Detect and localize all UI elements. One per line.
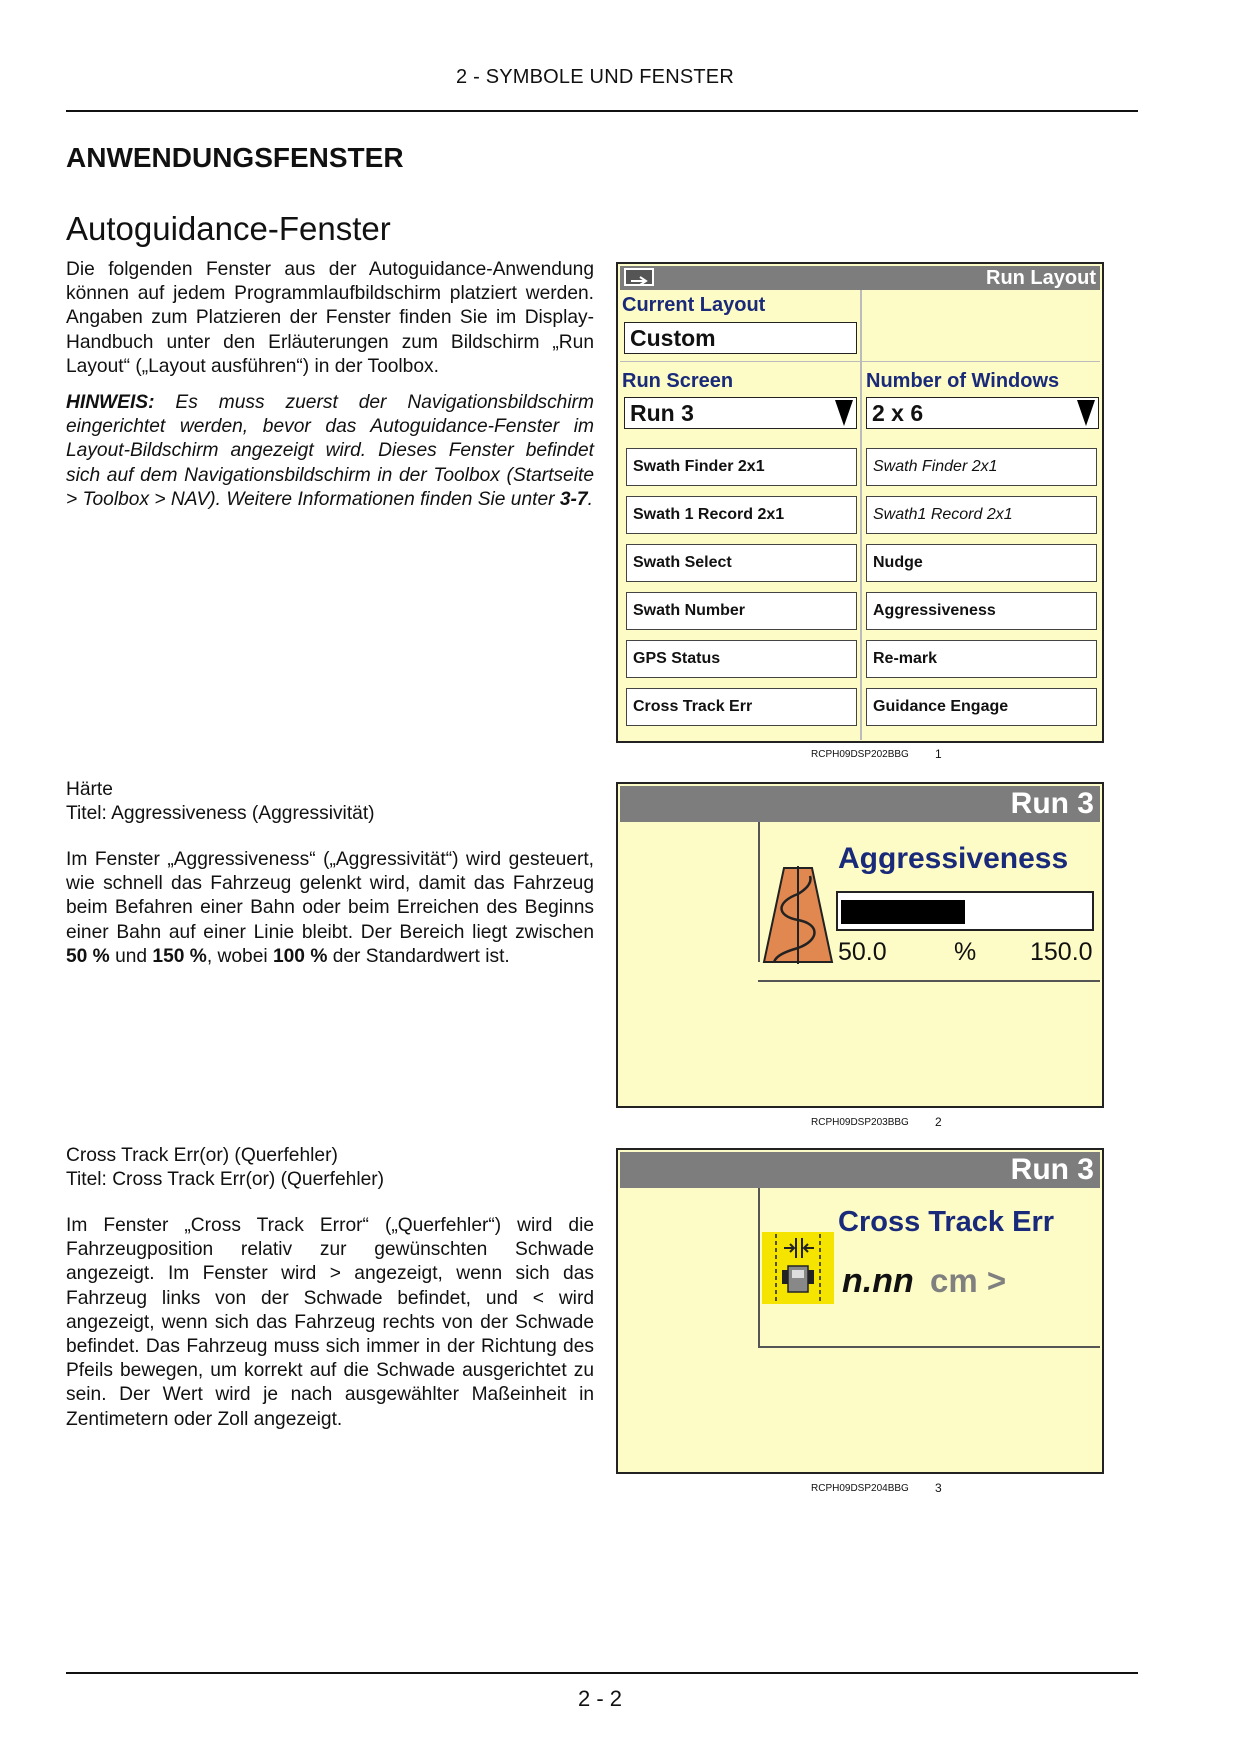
aggr-max: 150 % [152, 945, 207, 967]
run-layout-screen [616, 262, 1104, 743]
windows-select[interactable] [866, 397, 1099, 429]
slot-button-left-2[interactable]: Swath 1 Record 2x1 [626, 496, 857, 534]
run-layout-title: Run Layout [986, 267, 1096, 289]
slot-button-right-5[interactable]: Re-mark [866, 640, 1097, 678]
crosstrack-line1: Cross Track Err(or) (Querfehler) [66, 1145, 338, 1166]
current-layout-label: Current Layout [622, 294, 766, 316]
run3-title-bar: Run 3 [620, 1152, 1100, 1188]
note-end: . [587, 488, 593, 510]
aggressiveness-paragraph [66, 848, 594, 969]
aggr-text-b: und [109, 945, 153, 967]
crosstrack-paragraph: Im Fenster „Cross Track Error“ („Querfehler“) wird die Fahrzeugposition relativ zur gewünschten Schwade angezeigt. Im Fenster wird > angezeigt, wenn sich das Fahrzeug links von der Schwade befindet, und < wird angezeigt, wenn sich das Fahrzeug rechts von der Schwade befindet. Das Fahrzeug muss sich immer in der Richtung des Pfeils bewegen, um korrekt auf die Schwade ausgerichtet zu sein. Der Wert wird je nach ausgewählter Maßeinheit in Zentimetern oder Zoll angezeigt. [66, 1215, 594, 1430]
aggressiveness-heading [66, 778, 375, 826]
current-layout-field[interactable]: Custom [624, 322, 857, 354]
aggr-default: 100 % [272, 945, 328, 967]
note-paragraph [66, 391, 594, 512]
figure3-caption: RCPH09DSP204BBG [811, 1483, 909, 1494]
slot-button-left-6[interactable]: Cross Track Err [626, 688, 857, 726]
figure1-caption: RCPH09DSP202BBG [811, 749, 909, 760]
column-divider [860, 290, 862, 740]
aggressiveness-max: 150.0 [1030, 938, 1093, 966]
crosstrack-screen [616, 1148, 1104, 1474]
aggressiveness-window-title: Aggressiveness [838, 842, 1069, 875]
run-screen-label: Run Screen [622, 370, 734, 392]
window-divider-vertical [758, 1188, 760, 1346]
crosstrack-line2: Titel: Cross Track Err(or) (Querfehler) [66, 1169, 385, 1190]
windows-label: Number of Windows [866, 370, 1060, 392]
run-screen-select[interactable] [624, 397, 857, 429]
note-label: HINWEIS: [66, 392, 155, 414]
figure1-number: 1 [935, 747, 942, 761]
aggr-text-a: Im Fenster „Aggressiveness“ („Aggressivität“) wird gesteuert, wie schnell das Fahrzeug gelenkt wird, damit das Fahrzeug beim Befahren einer Bahn oder beim Erreichen des Beginns einer Bahn auf einer Linie bleibt. Der Bereich liegt zwischen [66, 849, 594, 943]
aggressiveness-line1: Härte [66, 779, 113, 800]
crosstrack-body [66, 1214, 594, 1432]
crosstrack-heading [66, 1144, 384, 1192]
dropdown-arrow-icon[interactable] [1077, 400, 1095, 426]
aggr-text-d: der Standardwert ist. [327, 945, 510, 967]
slot-button-right-4[interactable]: Aggressiveness [866, 592, 1097, 630]
toolbox-icon[interactable] [624, 268, 654, 286]
slot-button-left-1[interactable]: Swath Finder 2x1 [626, 448, 857, 486]
slot-button-left-3[interactable]: Swath Select [626, 544, 857, 582]
aggressiveness-bar-fill [841, 900, 965, 924]
note-ref: 3-7 [559, 488, 588, 510]
run-screen-value: Run 3 [630, 400, 694, 426]
intro-text [66, 258, 594, 512]
figure2-caption: RCPH09DSP203BBG [811, 1117, 909, 1128]
window-divider-horizontal [758, 980, 1100, 982]
header-rule [66, 110, 1138, 112]
section-title: ANWENDUNGSFENSTER [66, 142, 404, 173]
slot-button-left-5[interactable]: GPS Status [626, 640, 857, 678]
run-layout-title-bar [620, 266, 1100, 290]
slot-button-right-3[interactable]: Nudge [866, 544, 1097, 582]
intro-paragraph: Die folgenden Fenster aus der Autoguidance-Anwendung können auf jedem Programmlaufbildschirm platziert werden. Angaben zum Platzieren der Fenster finden Sie im Display-Handbuch unter den Erläuterungen zum Bildschirm „Run Layout“ („Layout ausführen“) in der Toolbox. [66, 259, 594, 377]
aggr-text-c: , wobei [206, 945, 273, 967]
aggressiveness-unit: % [954, 938, 977, 966]
cross-track-icon [762, 1232, 834, 1304]
slot-button-right-2[interactable]: Swath1 Record 2x1 [866, 496, 1097, 534]
windows-value: 2 x 6 [872, 400, 924, 426]
aggressiveness-screen [616, 782, 1104, 1108]
row-divider [620, 361, 1100, 362]
aggressiveness-body [66, 848, 594, 969]
crosstrack-value: n.nn [842, 1262, 914, 1300]
page-number: 2 - 2 [577, 1686, 623, 1711]
run3-title-bar: Run 3 [620, 786, 1100, 822]
crosstrack-window-title: Cross Track Err [838, 1206, 1055, 1238]
footer-rule [66, 1672, 1138, 1674]
window-divider-horizontal [758, 1346, 1100, 1348]
subsection-title: Autoguidance-Fenster [66, 210, 391, 247]
note-text: Es muss zuerst der Navigationsbildschirm eingerichtet werden, bevor das Autoguidance-Fenster im Layout-Bildschirm angezeigt wird. Dieses Fenster befindet sich auf dem Navigationsbildschirm in der Toolbox (Startseite > Toolbox > NAV). Weitere Informationen finden Sie unter [66, 392, 594, 510]
figure2-number: 2 [935, 1115, 942, 1129]
aggressiveness-icon [762, 864, 834, 966]
chapter-header: 2 - SYMBOLE UND FENSTER [456, 66, 734, 88]
figure3-number: 3 [935, 1481, 942, 1495]
aggr-min: 50 % [66, 945, 110, 967]
slot-button-right-6[interactable]: Guidance Engage [866, 688, 1097, 726]
window-divider-vertical [758, 822, 760, 962]
slot-button-right-1[interactable]: Swath Finder 2x1 [866, 448, 1097, 486]
crosstrack-unit: cm > [930, 1262, 1007, 1299]
aggressiveness-min: 50.0 [838, 938, 887, 966]
aggressiveness-line2: Titel: Aggressiveness (Aggressivität) [66, 803, 375, 824]
dropdown-arrow-icon[interactable] [835, 400, 853, 426]
aggressiveness-bar [836, 891, 1094, 931]
slot-button-left-4[interactable]: Swath Number [626, 592, 857, 630]
